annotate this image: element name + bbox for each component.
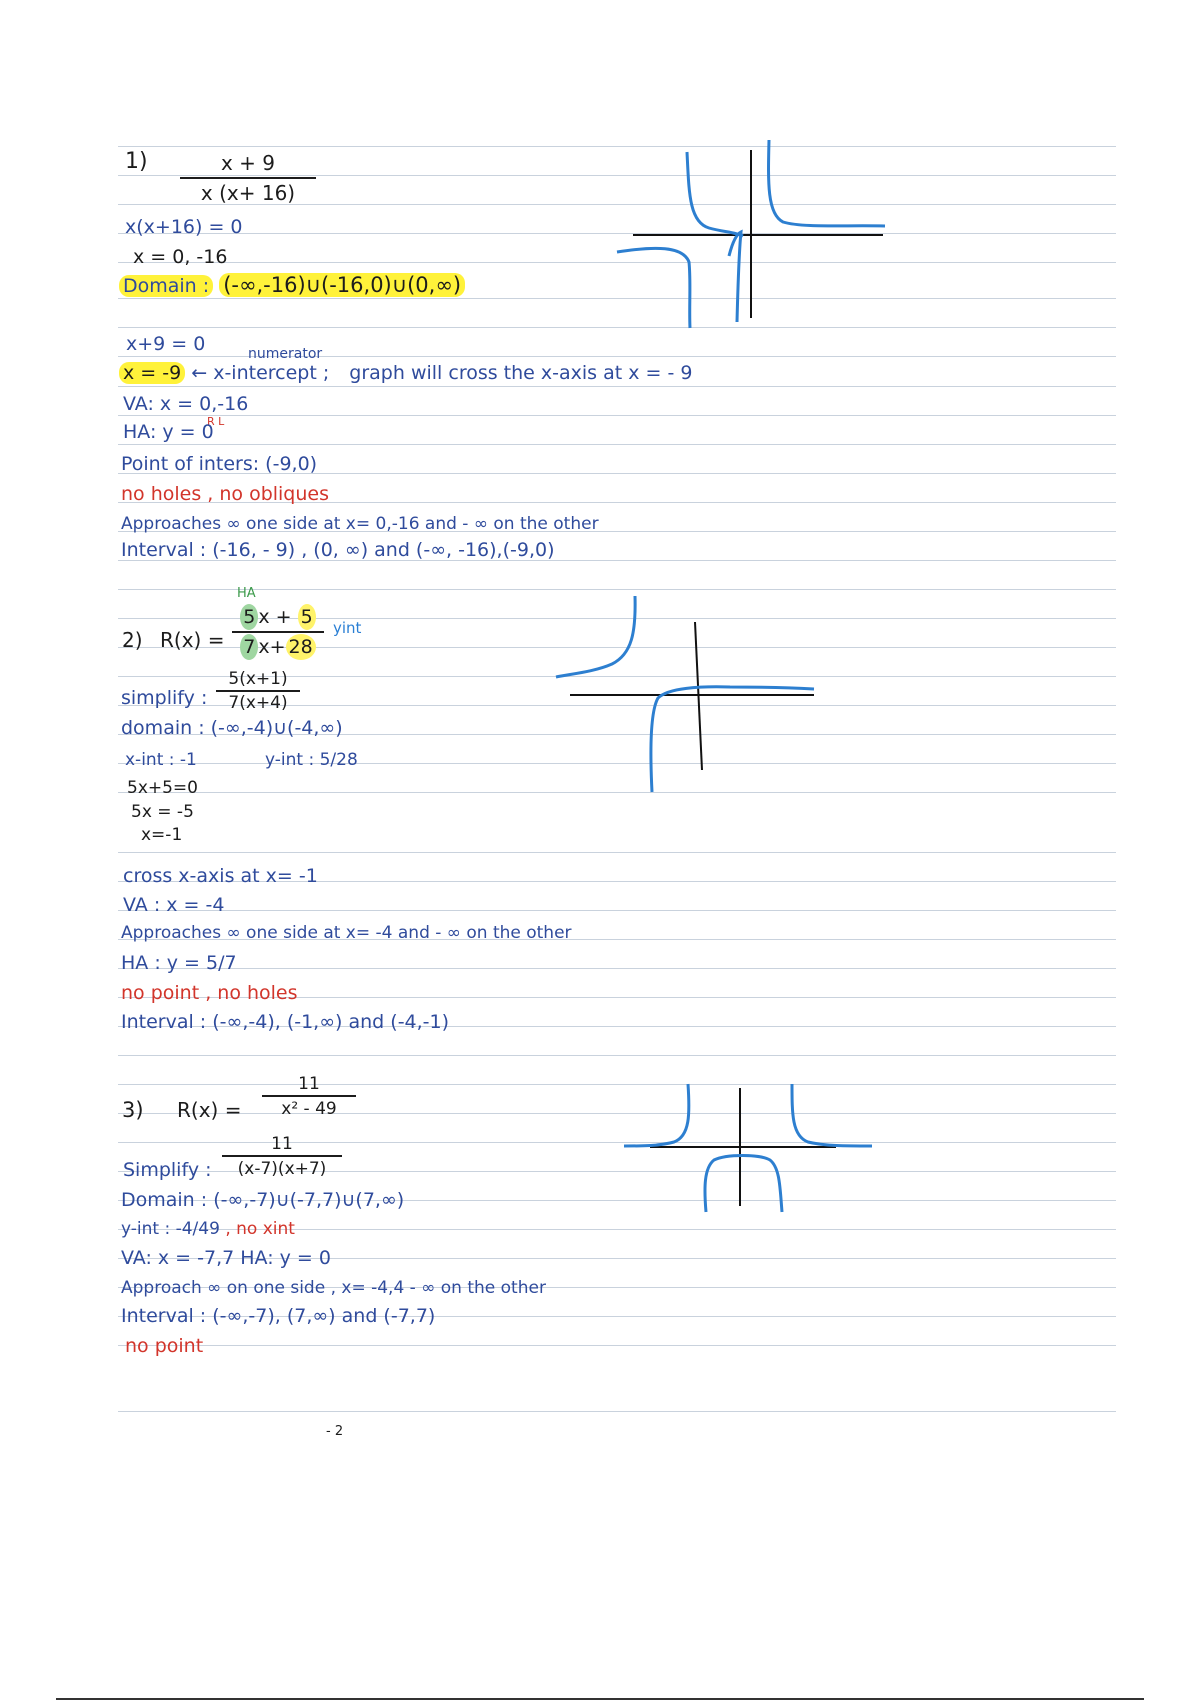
fraction-bar — [262, 1095, 356, 1097]
p2-step-1: 5x+5=0 — [127, 778, 198, 798]
p2-no-point: no point , no holes — [121, 982, 298, 1004]
problem-2-function: R(x) = — [160, 628, 225, 652]
p3-approaches: Approach ∞ on one side , x= -4,4 - ∞ on the other — [121, 1278, 546, 1298]
p1-denominator-equation: x(x+16) = 0 — [125, 216, 243, 238]
fraction-numerator: 5(x+1) — [228, 669, 288, 689]
p1-approaches: Approaches ∞ one side at x= 0,-16 and - ∞ on the other — [121, 514, 599, 534]
ha-tag: HA — [237, 586, 256, 601]
curve-branch — [792, 1084, 872, 1146]
fraction-denominator: 7(x+4) — [228, 693, 288, 713]
curve-branch — [769, 140, 885, 226]
p1-va: VA: x = 0,-16 — [123, 393, 249, 415]
p2-interval: Interval : (-∞,-4), (-1,∞) and (-4,-1) — [121, 1011, 450, 1033]
fraction-numerator: 11 — [271, 1134, 293, 1154]
problem-3-simplified-fraction — [222, 1134, 342, 1180]
problem-2-number: 2) — [122, 628, 143, 652]
ruled-line — [118, 968, 1116, 969]
p3-domain: Domain : (-∞,-7)∪(-7,7)∪(7,∞) — [121, 1189, 405, 1211]
p1-x-intercept-line — [119, 361, 692, 385]
problem-3-graph — [620, 1080, 880, 1216]
p2-approaches: Approaches ∞ one side at x= -4 and - ∞ on the other — [121, 923, 572, 943]
curve-branch — [705, 1156, 782, 1213]
problem-1-number: 1) — [125, 149, 148, 174]
curve-branch — [687, 152, 743, 236]
p1-interval: Interval : (-16, - 9) , (0, ∞) and (-∞, -16),(-9,0) — [121, 539, 555, 561]
curve-branch — [556, 596, 635, 677]
no-x-intercept: , no xint — [225, 1219, 295, 1239]
fraction-denominator: x (x+ 16) — [200, 181, 296, 205]
p2-ha: HA : y = 5/7 — [121, 952, 237, 974]
numerator-note: numerator — [248, 346, 323, 362]
ruled-line — [118, 415, 1116, 416]
p2-cross: cross x-axis at x= -1 — [123, 865, 318, 887]
fraction-bar — [180, 177, 316, 179]
cross-note: graph will cross the x-axis at x = - 9 — [349, 362, 693, 384]
fraction-numerator: 11 — [298, 1074, 320, 1094]
p1-ha: HA: y = 0 — [123, 421, 214, 443]
page-mark: - 2 — [326, 1424, 344, 1439]
p2-step-2: 5x = -5 — [131, 802, 194, 822]
problem-2-graph — [550, 592, 820, 798]
domain-label: Domain : — [119, 275, 213, 297]
yint-tag: yint — [333, 619, 362, 637]
fraction-bar — [232, 631, 324, 633]
p2-domain: domain : (-∞,-4)∪(-4,∞) — [121, 717, 343, 739]
problem-3-function: R(x) = — [177, 1098, 242, 1122]
p3-interval: Interval : (-∞,-7), (7,∞) and (-7,7) — [121, 1305, 436, 1327]
p1-numerator-equation: x+9 = 0 — [126, 333, 206, 355]
ruled-line — [118, 1411, 1116, 1412]
curve-branch — [624, 1084, 689, 1146]
ruled-line — [118, 852, 1116, 853]
fraction-denominator: x² - 49 — [281, 1099, 337, 1119]
simplify-label: simplify : — [121, 687, 208, 709]
ruled-line — [118, 910, 1116, 911]
curve-branch — [617, 248, 690, 328]
p2-x-intercept: x-int : -1 — [125, 750, 197, 770]
fraction-numerator: x + 9 — [220, 151, 276, 175]
x-intercept-value: x = -9 — [119, 362, 185, 384]
p1-va-marks: R L — [207, 415, 225, 428]
problem-2-fraction — [232, 604, 324, 660]
domain-value: (-∞,-16)∪(-16,0)∪(0,∞) — [219, 273, 465, 297]
fraction-denominator: 7 x+ 28 — [232, 634, 324, 660]
ruled-line — [118, 1345, 1116, 1346]
p1-point-of-intersection: Point of inters: (-9,0) — [121, 453, 318, 475]
ruled-line — [118, 589, 1116, 590]
p1-zeros: x = 0, -16 — [133, 246, 228, 268]
y-intercept: y-int : -4/49 — [121, 1219, 220, 1239]
p2-y-intercept: y-int : 5/28 — [265, 750, 358, 770]
problem-1-fraction — [180, 150, 316, 206]
fraction-numerator: 5 x + 5 — [232, 604, 324, 630]
ruled-line — [118, 1055, 1116, 1056]
ruled-line — [118, 386, 1116, 387]
p2-step-3: x=-1 — [141, 825, 183, 845]
curve-branch — [729, 232, 741, 322]
problem-3-fraction — [262, 1074, 356, 1120]
simplify-label: Simplify : — [123, 1159, 212, 1181]
curve-branch — [651, 687, 814, 792]
fraction-bar — [222, 1155, 342, 1157]
p1-domain-line — [119, 273, 465, 298]
problem-1-graph — [605, 132, 895, 332]
problem-3-number: 3) — [122, 1098, 144, 1122]
p3-no-point: no point — [125, 1335, 204, 1357]
p1-holes: no holes , no obliques — [121, 483, 329, 505]
p3-y-intercept-line — [121, 1217, 295, 1241]
x-intercept-label: ← x-intercept ; — [191, 362, 330, 384]
ruled-line — [118, 444, 1116, 445]
p3-va-ha: VA: x = -7,7 HA: y = 0 — [121, 1247, 331, 1269]
fraction-denominator: (x-7)(x+7) — [237, 1159, 327, 1179]
problem-2-simplified-fraction — [216, 669, 300, 713]
p2-va: VA : x = -4 — [123, 894, 225, 916]
fraction-bar — [216, 690, 300, 692]
